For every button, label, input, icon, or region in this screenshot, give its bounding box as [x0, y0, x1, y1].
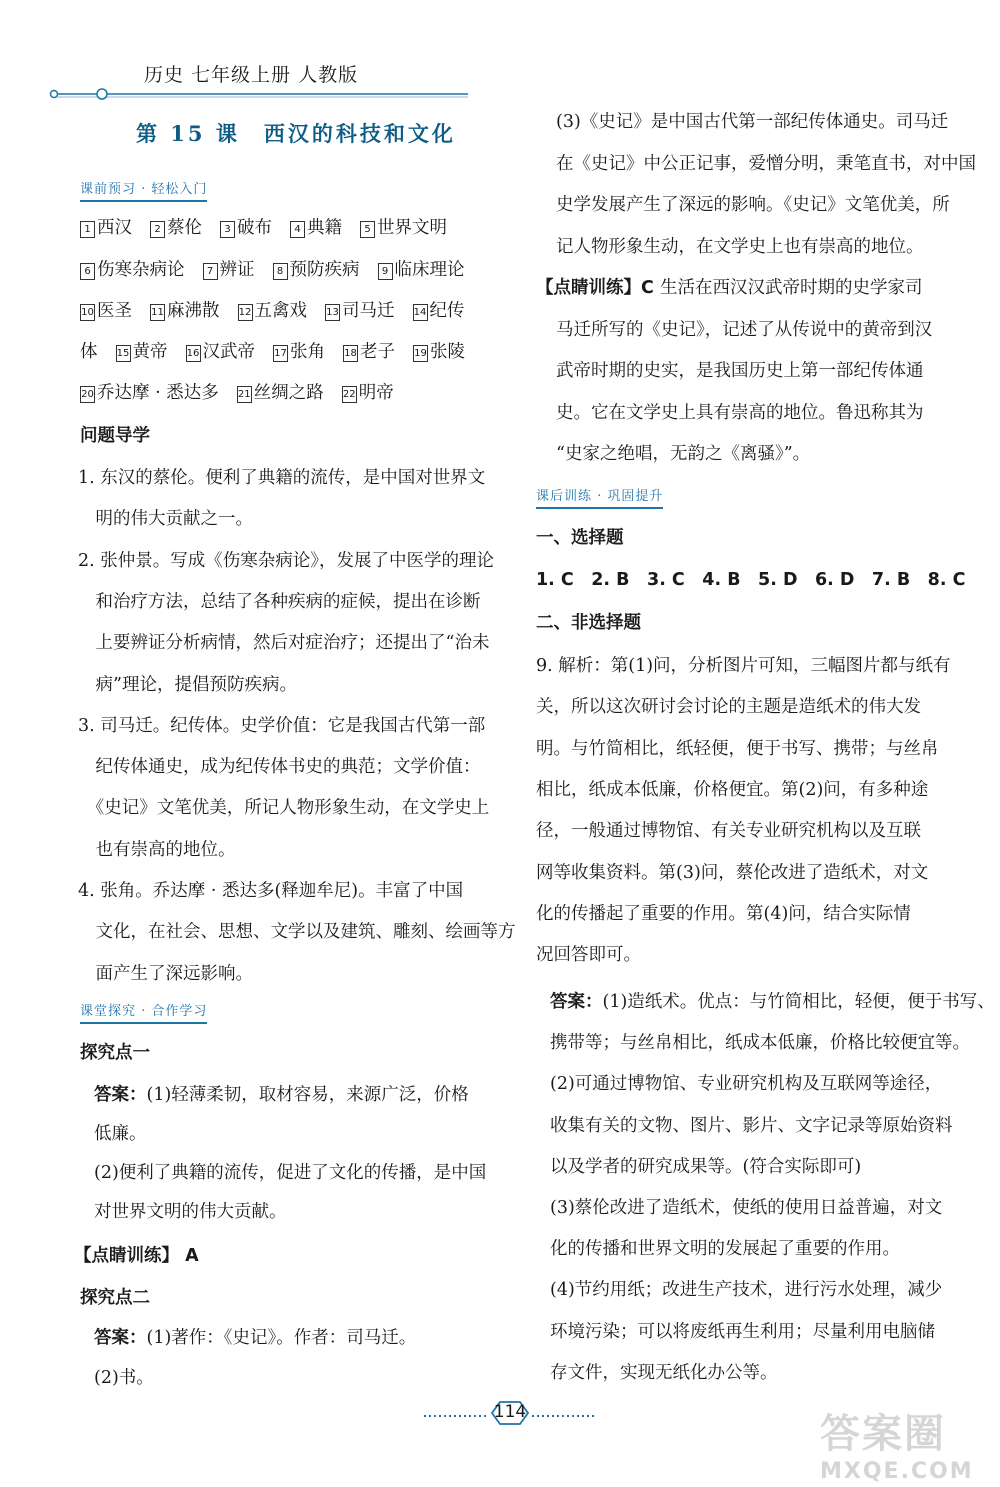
keyword-text: 麻沸散	[167, 301, 220, 321]
keyword-number: 5	[360, 221, 375, 238]
keyword-item	[413, 301, 465, 321]
keyword-text: 世界文明	[377, 218, 447, 238]
keyword-text: 西汉	[97, 218, 132, 238]
guide-line: 上要辨证分析病情，然后对症治疗；还提出了“治未	[78, 633, 490, 654]
keyword-item	[186, 342, 256, 362]
explore1-heading: 探究点一	[80, 1043, 150, 1063]
answer-line: 存文件，实现无纸化办公等。	[550, 1362, 778, 1383]
keyword-text: 破布	[237, 218, 272, 238]
explore1-drill: 【点睛训练】 A	[74, 1246, 199, 1266]
explore1-line-3: (2)便利了典籍的流传，促进了文化的传播，是中国	[94, 1163, 487, 1183]
keyword-item	[378, 260, 465, 280]
guide-line: 纪传体通史，成为纪传体书史的典范；文学价值：	[78, 757, 481, 778]
keyword-number: 6	[80, 263, 95, 280]
keyword-number: 17	[273, 345, 288, 362]
keyword-number: 7	[203, 263, 218, 280]
guide-line: 明的伟大贡献之一。	[78, 509, 253, 530]
guide-line: 面产生了深远影响。	[78, 963, 253, 984]
guide-line: 3. 司马迁。纪传体。史学价值：它是我国古代第一部	[78, 715, 486, 736]
section-tag-after: 课后训练 · 巩固提升	[536, 485, 663, 509]
keyword-text: 纪传	[429, 301, 465, 321]
keyword-text: 张陵	[430, 342, 465, 362]
explore1-line-2: 低廉。	[94, 1124, 147, 1144]
keyword-item	[290, 218, 342, 238]
keyword-item	[80, 260, 185, 280]
keyword-item	[413, 342, 465, 362]
section-tag-preview: 课前预习 · 轻松入门	[80, 178, 207, 202]
guide-line: 病”理论，提倡预防疾病。	[78, 674, 297, 695]
keyword-number: 16	[186, 345, 201, 362]
keyword-item	[220, 218, 272, 238]
explore2-cont-line: 在《史记》中公正记事，爱憎分明，秉笔直书，对中国	[556, 153, 976, 174]
keyword-text: 辨证	[219, 260, 255, 280]
keyword-number: 20	[80, 386, 95, 403]
analysis-line: 9. 解析：第(1)问，分析图片可知，三幅图片都与纸有	[536, 656, 951, 676]
keyword-number: 14	[413, 304, 428, 321]
keyword-number: 13	[325, 304, 340, 321]
keyword-text: 五禽戏	[254, 301, 307, 321]
keyword-item	[342, 383, 394, 403]
keyword-row	[80, 332, 483, 373]
keyword-item	[80, 218, 132, 238]
drill2-line: 武帝时期的史实，是我国历史上第一部纪传体通	[556, 361, 924, 381]
guide-line: 文化，在社会、思想、文学以及建筑、雕刻、绘画等方	[78, 922, 516, 943]
drill2-line: 生活在西汉汉武帝时期的史学家司	[660, 278, 923, 298]
keyword-item	[203, 260, 255, 280]
header-rule	[48, 88, 468, 100]
keyword-text: 黄帝	[132, 342, 168, 362]
answer-line: 携带等；与丝帛相比，纸成本低廉，价格比较便宜等。	[550, 1033, 970, 1054]
explore2-line-1: 答案：(1)著作：《史记》。作者：司马迁。	[94, 1328, 417, 1348]
choice-heading: 一、选择题	[536, 528, 624, 548]
keyword-text: 医圣	[97, 301, 132, 321]
drill2-label: 【点睛训练】C	[536, 278, 654, 298]
keyword-text: 典籍	[307, 218, 342, 238]
keyword-item	[273, 342, 325, 362]
explore1-line-1: 答案：(1)轻薄柔韧，取材容易，来源广泛，价格	[94, 1085, 469, 1105]
guide-line: 4. 张角。乔达摩 · 悉达多(释迦牟尼)。丰富了中国	[78, 881, 464, 901]
guide-heading: 问题导学	[80, 426, 150, 446]
keyword-row	[80, 373, 412, 414]
answer-line: 收集有关的文物、图片、影片、文字记录等原始资料	[550, 1115, 953, 1136]
keyword-item	[238, 301, 308, 321]
keyword-text: 张角	[290, 342, 325, 362]
keyword-text: 临床理论	[394, 260, 465, 280]
keyword-number: 3	[220, 221, 235, 238]
keyword-row	[80, 208, 465, 249]
keyword-number: 11	[150, 304, 165, 321]
answer-line: 环境污染；可以将废纸再生利用；尽量利用电脑储	[550, 1321, 935, 1342]
keyword-number: 8	[273, 263, 288, 280]
keyword-row	[80, 250, 483, 291]
analysis-line: 相比，纸成本低廉，价格便宜。第(2)问，有多种途	[536, 779, 929, 800]
keyword-number: 1	[80, 221, 95, 238]
guide-line: 1. 东汉的蔡伦。便利了典籍的流传，是中国对世界文	[78, 468, 486, 488]
drill2-line: 史。它在文学史上具有崇高的地位。鲁迅称其为	[556, 402, 924, 423]
keyword-number: 19	[413, 345, 428, 362]
answer-line: (4)节约用纸；改进生产技术，进行污水处理，减少	[550, 1280, 943, 1301]
keyword-item	[325, 301, 395, 321]
answer-line: (2)可通过博物馆、专业研究机构及互联网等途径，	[550, 1074, 943, 1095]
answer-line: 以及学者的研究成果等。(符合实际即可)	[550, 1156, 862, 1177]
explore2-cont-line: 记人物形象生动，在文学史上也有崇高的地位。	[556, 236, 924, 257]
analysis-line: 关，所以这次研讨会讨论的主题是造纸术的伟大发	[536, 697, 921, 718]
explore2-cont-line: 史学发展产生了深远的影响。《史记》文笔优美，所	[556, 195, 950, 215]
keyword-item	[116, 342, 168, 362]
keyword-number: 4	[290, 221, 305, 238]
keyword-item	[150, 301, 220, 321]
keyword-number: 21	[237, 386, 252, 403]
explore1-line-4: 对世界文明的伟大贡献。	[94, 1202, 287, 1222]
drill2-line: 马迁所写的《史记》，记述了从传说中的黄帝到汉	[556, 319, 933, 340]
keyword-item	[237, 383, 324, 403]
keyword-number: 15	[116, 345, 131, 362]
keyword-number: 18	[343, 345, 358, 362]
guide-line: 也有崇高的地位。	[78, 839, 236, 860]
analysis-line: 况回答即可。	[536, 945, 641, 966]
keyword-text: 丝绸之路	[253, 383, 324, 403]
page-number: 114	[488, 1398, 532, 1428]
keyword-text: 司马迁	[342, 301, 395, 321]
section-tag-class: 课堂探究 · 合作学习	[80, 1000, 207, 1024]
keyword-item	[80, 301, 132, 321]
keyword-number: 12	[238, 304, 253, 321]
keyword-text: 体	[80, 342, 98, 362]
answer-line: (3)蔡伦改进了造纸术，使纸的使用日益普遍，对文	[550, 1198, 943, 1218]
keyword-item	[273, 260, 360, 280]
watermark-logo: 答案圈 MXQE.COM	[820, 1411, 974, 1484]
keyword-number: 2	[150, 221, 165, 238]
keyword-item	[343, 342, 395, 362]
explore2-line-2: (2)书。	[94, 1368, 154, 1388]
keyword-number: 9	[378, 263, 393, 280]
keyword-text: 蔡伦	[167, 218, 202, 238]
keyword-number: 22	[342, 386, 357, 403]
header-title: 历史 七年级上册 人教版	[144, 64, 359, 86]
analysis-line: 径，一般通过博物馆、有关专业研究机构以及互联	[536, 821, 921, 842]
lesson-title: 第 15 课 西汉的科技和文化	[136, 121, 456, 146]
nonchoice-heading: 二、非选择题	[536, 613, 641, 633]
answer-line: 化的传播和世界文明的发展起了重要的作用。	[550, 1239, 900, 1260]
keyword-text: 乔达摩 · 悉达多	[97, 383, 219, 403]
analysis-line: 网等收集资料。第(3)问，蔡伦改进了造纸术，对文	[536, 862, 929, 883]
keyword-item	[80, 342, 98, 362]
answer-line: 答案：(1)造纸术。优点：与竹简相比，轻便，便于书写、	[550, 992, 995, 1012]
running-header	[48, 60, 468, 100]
explore2-cont-line: (3)《史记》是中国古代第一部纪传体通史。司马迁	[556, 112, 949, 132]
analysis-line: 化的传播起了重要的作用。第(4)问，结合实际情	[536, 903, 911, 924]
keyword-text: 汉武帝	[202, 342, 255, 362]
guide-line: 2. 张仲景。写成《伤寒杂病论》，发展了中医学的理论	[78, 550, 495, 571]
guide-line: 和治疗方法，总结了各种疾病的症候，提出在诊断	[78, 591, 481, 612]
keyword-item	[150, 218, 202, 238]
keyword-number: 10	[80, 304, 95, 321]
keyword-row	[80, 291, 483, 332]
explore2-heading: 探究点二	[80, 1288, 150, 1308]
keyword-item	[360, 218, 447, 238]
analysis-line: 明。与竹简相比，纸轻便，便于书写、携带；与丝帛	[536, 738, 939, 759]
keyword-item	[80, 383, 219, 403]
keyword-text: 伤寒杂病论	[97, 260, 185, 280]
keyword-text: 预防疾病	[289, 260, 360, 280]
keyword-text: 明帝	[358, 383, 394, 403]
guide-line: 《史记》文笔优美，所记人物形象生动，在文学史上	[78, 798, 490, 819]
choice-answers: 1. C 2. B 3. C 4. B 5. D 6. D 7. B 8. C	[536, 570, 966, 590]
keyword-text: 老子	[360, 342, 395, 362]
drill2-line: “史家之绝唱，无韵之《离骚》”。	[556, 444, 811, 464]
